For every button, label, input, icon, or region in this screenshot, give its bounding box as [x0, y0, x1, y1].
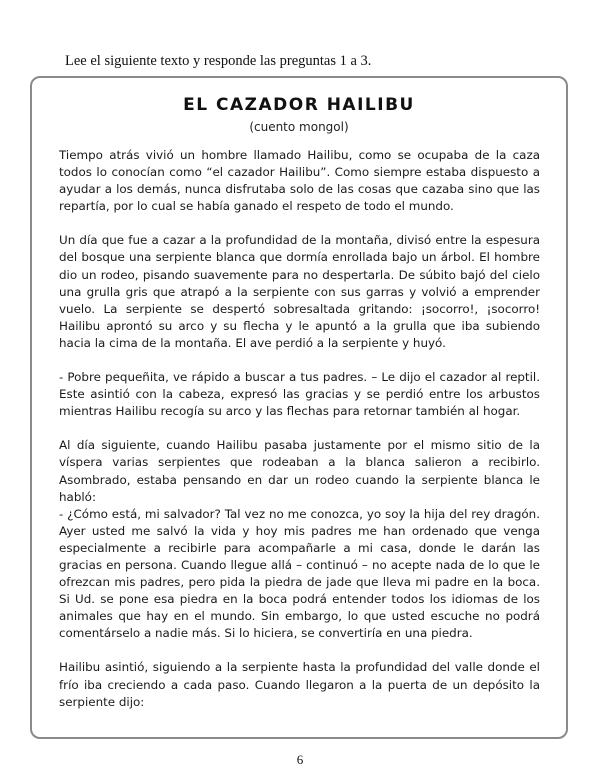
- story-paragraph-4: Al día siguiente, cuando Hailibu pasaba justamente por el mismo sitio de la víspera varias serpientes que rodeaban a la blanca salieron a recibirlo. Asombrado, estaba pensando en dar un rodeo cuando la serpiente blanca le habló:: [59, 438, 540, 504]
- story-title: EL CAZADOR HAILIBU: [183, 95, 415, 115]
- story-paragraph-3: - Pobre pequeñita, ve rápido a buscar a tus padres. – Le dijo el cazador al reptil. Este asintió con la cabeza, expresó las gracias y se perdió entre los arbustos mientras Hailibu recogía su arco y las flechas para retornar también al hogar.: [59, 370, 540, 419]
- story-subtitle: (cuento mongol): [249, 120, 349, 134]
- instruction-text: Lee el siguiente texto y responde las preguntas 1 a 3.: [65, 53, 372, 69]
- page-number: 6: [296, 752, 304, 767]
- story-paragraph-5: - ¿Cómo está, mi salvador? Tal vez no me conozca, yo soy la hija del rey dragón. Ayer usted me salvó la vida y hoy mis padres me han ordenado que venga especialmente a recibirle para acompañarle a mi casa, donde le darán las gracias en persona. Cuando llegue allá – continuó – no acepte nada de lo que le ofrezcan mis padres, pero pida la piedra de jade que lleva mi padre en la boca. Si Ud. se pone esa piedra en la boca podrá entender todos los idiomas de los animales que hay en el mundo. Sin embargo, lo que usted escuche no podrá comentárselo a nadie más. Si lo hiciera, se convertiría en una piedra.: [59, 506, 540, 641]
- story-paragraph-6: Hailibu asintió, siguiendo a la serpiente hasta la profundidad del valle donde el frío iba creciendo a cada paso. Cuando llegaron a la puerta de un depósito la serpiente dijo:: [59, 660, 540, 709]
- story-body: [59, 147, 540, 728]
- story-paragraph-1: Tiempo atrás vivió un hombre llamado Hailibu, como se ocupaba de la caza todos lo conocían como “el cazador Hailibu”. Como siempre estaba dispuesto a ayudar a los demás, nunca disfrutaba solo de las cosas que cazaba sino que las repartía, por lo cual se había ganado el respeto de todo el mundo.: [59, 148, 540, 214]
- story-paragraph-2: Un día que fue a cazar a la profundidad de la montaña, divisó entre la espesura del bosque una serpiente blanca que dormía enrollada bajo un árbol. El hombre dio un rodeo, pisando suavemente para no despertarla. De súbito bajó del cielo una grulla gris que atrapó a la serpiente con sus garras y volvió a emprender vuelo. La serpiente se despertó sobresaltada gritando: ¡socorro!, ¡socorro! Hailibu aprontó su arco y su flecha y le apuntó a la grulla que iba subiendo hacia la cima de la montaña. El ave perdió a la serpiente y huyó.: [59, 233, 540, 350]
